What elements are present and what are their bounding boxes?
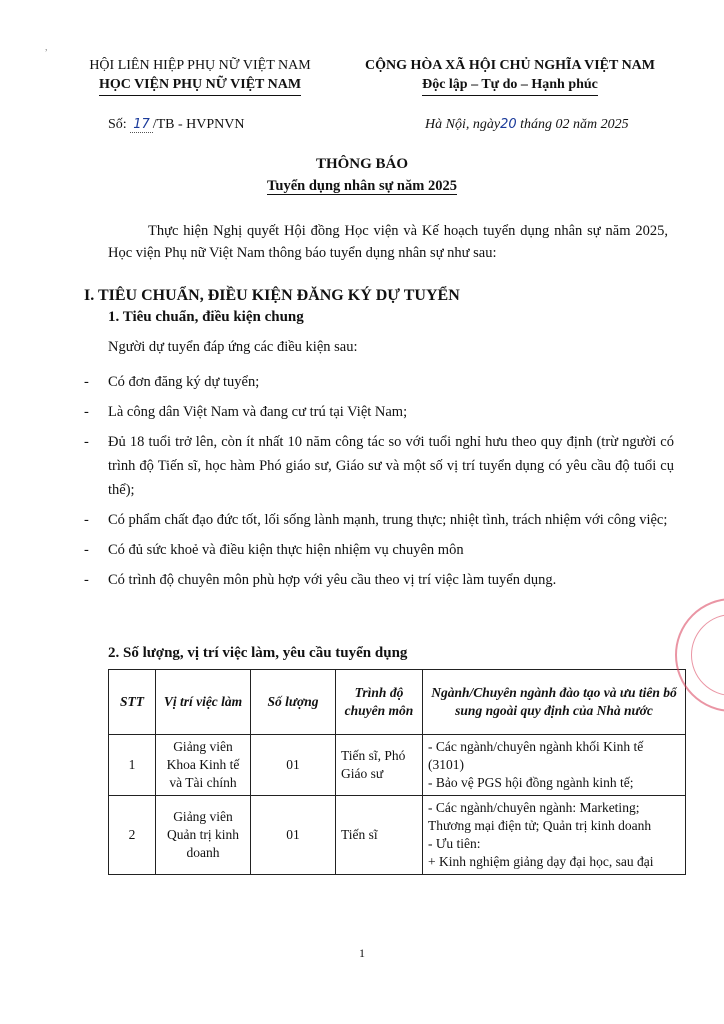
scan-mark: , <box>45 42 48 53</box>
cell-stt: 1 <box>109 735 156 796</box>
intro-paragraph: Thực hiện Nghị quyết Hội đồng Học viện và Kế hoạch tuyển dụng nhân sự năm 2025, Học viện Phụ nữ Việt Nam thông báo tuyển dụng nhân sự như sau: <box>108 223 668 261</box>
list-item <box>84 568 674 592</box>
subsection-1-heading: 1. Tiêu chuẩn, điều kiện chung <box>108 309 304 325</box>
org-header <box>70 56 330 96</box>
cell-level: Tiến sĩ, Phó Giáo sư <box>336 735 423 796</box>
dash-marker: - <box>84 374 89 390</box>
header-position: Vị trí việc làm <box>156 670 251 735</box>
org-line-2: HỌC VIỆN PHỤ NỮ VIỆT NAM <box>99 75 301 96</box>
major-line: - Các ngành/chuyên ngành: Marketing; Thương mại điện tử; Quản trị kinh doanh <box>428 800 652 833</box>
list-item <box>84 430 674 502</box>
header-major: Ngành/Chuyên ngành đào tạo và ưu tiên bổ sung ngoài quy định của Nhà nước <box>423 670 686 735</box>
date-day-handwritten: 20 <box>500 117 517 132</box>
dash-marker: - <box>84 404 89 420</box>
table-row <box>109 796 686 875</box>
list-item-text: Có trình độ chuyên môn phù hợp với yêu cầu theo vị trí việc làm tuyển dụng. <box>108 572 557 588</box>
nation-header <box>345 56 675 96</box>
list-item-text: Có đủ sức khoẻ và điều kiện thực hiện nhiệm vụ chuyên môn <box>108 542 464 558</box>
major-line: + Kinh nghiệm giảng dạy đại học, sau đại <box>428 854 654 869</box>
subtitle-text: Tuyển dụng nhân sự năm 2025 <box>267 178 457 194</box>
header-level: Trình độ chuyên môn <box>336 670 423 735</box>
cell-major <box>423 796 686 875</box>
cell-position: Giảng viên Khoa Kinh tế và Tài chính <box>156 735 251 796</box>
conditions-list <box>84 370 674 598</box>
document-date <box>425 117 629 133</box>
table-row <box>109 735 686 796</box>
cell-position: Giảng viên Quản trị kinh doanh <box>156 796 251 875</box>
seal-inner-ring <box>691 614 724 696</box>
list-item-text: Có đơn đăng ký dự tuyển; <box>108 374 260 390</box>
dash-marker: - <box>84 572 89 588</box>
major-line: - Bảo vệ PGS hội đồng ngành kinh tế; <box>428 775 634 790</box>
list-item <box>84 538 674 562</box>
table-header-row <box>109 670 686 735</box>
list-item-text: Là công dân Việt Nam và đang cư trú tại Việt Nam; <box>108 404 408 420</box>
document-subtitle <box>0 178 724 195</box>
cell-major <box>423 735 686 796</box>
list-item-text: Đủ 18 tuổi trở lên, còn ít nhất 10 năm công tác so với tuổi nghỉ hưu theo quy định (trừ người có trình độ Tiến sĩ, học hàm Phó giáo sư, Giáo sư và một số vị trí tuyển dụng có yêu cầu độ tuổi cụ thể); <box>108 434 674 498</box>
doc-number-prefix: Số: <box>108 117 127 132</box>
list-item <box>84 370 674 394</box>
subsection-2-heading: 2. Số lượng, vị trí việc làm, yêu cầu tuyển dụng <box>108 645 408 661</box>
cell-quantity: 01 <box>251 735 336 796</box>
doc-number-handwritten: 17 <box>130 117 153 133</box>
major-line: - Ưu tiên: <box>428 836 481 851</box>
org-line-1: HỘI LIÊN HIỆP PHỤ NỮ VIỆT NAM <box>89 58 311 73</box>
page-number: 1 <box>359 946 365 960</box>
doc-number-suffix: /TB - HVPNVN <box>152 117 245 132</box>
date-prefix: Hà Nội, ngày <box>425 117 501 132</box>
document-title: THÔNG BÁO <box>315 156 409 172</box>
dash-marker: - <box>84 542 89 558</box>
list-item <box>84 400 674 424</box>
cell-stt: 2 <box>109 796 156 875</box>
list-item <box>84 508 674 532</box>
nation-line-1: CỘNG HÒA XÃ HỘI CHỦ NGHĨA VIỆT NAM <box>364 58 655 73</box>
conditions-lead: Người dự tuyển đáp ứng các điều kiện sau: <box>108 339 358 355</box>
header-quantity: Số lượng <box>251 670 336 735</box>
dash-marker: - <box>84 512 89 528</box>
major-line: - Các ngành/chuyên ngành khối Kinh tế (3101) <box>428 739 644 772</box>
date-suffix: tháng 02 năm 2025 <box>520 117 629 132</box>
cell-quantity: 01 <box>251 796 336 875</box>
section-1-heading: I. TIÊU CHUẨN, ĐIỀU KIỆN ĐĂNG KÝ DỰ TUYỂN <box>84 287 460 304</box>
list-item-text: Có phẩm chất đạo đức tốt, lối sống lành mạnh, trung thực; nhiệt tình, trách nhiệm với công việc; <box>108 512 668 528</box>
nation-motto: Độc lập – Tự do – Hạnh phúc <box>422 75 598 96</box>
recruitment-table <box>108 669 686 875</box>
cell-level: Tiến sĩ <box>336 796 423 875</box>
document-number <box>108 117 245 133</box>
header-stt: STT <box>109 670 156 735</box>
dash-marker: - <box>84 434 89 450</box>
